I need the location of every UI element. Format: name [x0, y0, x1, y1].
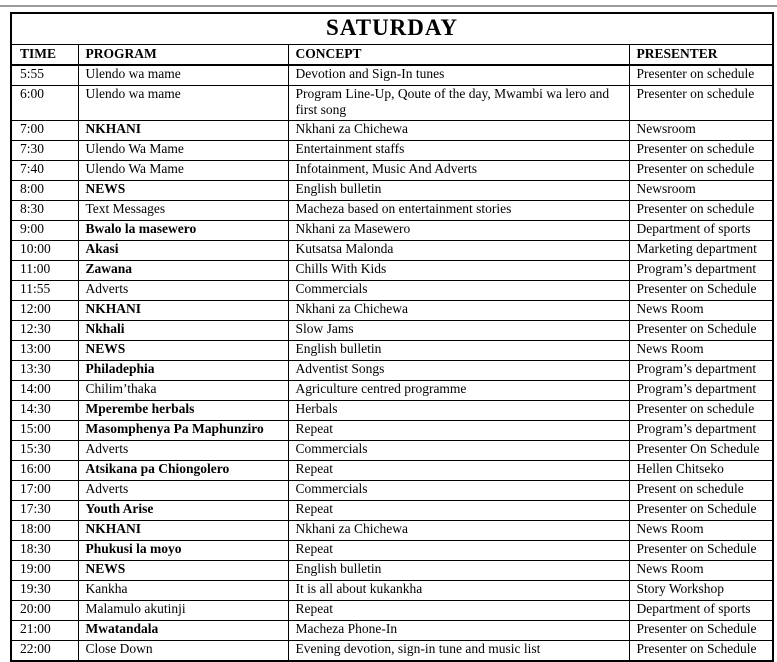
table-row	[11, 65, 773, 86]
table-row	[11, 420, 773, 440]
cell-presenter: Program’s department	[629, 260, 773, 280]
cell-concept: Kutsatsa Malonda	[288, 240, 629, 260]
cell-program: Close Down	[78, 640, 288, 661]
cell-time: 7:30	[11, 140, 78, 160]
cell-presenter: Presenter on schedule	[629, 65, 773, 86]
cell-concept: English bulletin	[288, 340, 629, 360]
cell-program: Zawana	[78, 260, 288, 280]
cell-time: 18:30	[11, 540, 78, 560]
cell-time: 8:30	[11, 200, 78, 220]
cell-time: 19:30	[11, 580, 78, 600]
cell-program: Ulendo Wa Mame	[78, 160, 288, 180]
cell-time: 14:00	[11, 380, 78, 400]
cell-concept: Nkhani za Chichewa	[288, 120, 629, 140]
cell-time: 18:00	[11, 520, 78, 540]
cell-concept: Infotainment, Music And Adverts	[288, 160, 629, 180]
table-row	[11, 200, 773, 220]
cell-presenter: Department of sports	[629, 220, 773, 240]
cell-concept: Macheza based on entertainment stories	[288, 200, 629, 220]
cell-presenter: News Room	[629, 340, 773, 360]
cell-time: 12:00	[11, 300, 78, 320]
cell-presenter: Presenter On Schedule	[629, 440, 773, 460]
cell-program: Philadephia	[78, 360, 288, 380]
table-row	[11, 240, 773, 260]
cell-time: 21:00	[11, 620, 78, 640]
cell-time: 14:30	[11, 400, 78, 420]
table-row	[11, 120, 773, 140]
cell-concept: Evening devotion, sign-in tune and music list	[288, 640, 629, 661]
cell-presenter: Presenter on schedule	[629, 200, 773, 220]
cell-presenter: Newsroom	[629, 180, 773, 200]
cell-presenter: Presenter on schedule	[629, 86, 773, 121]
table-row	[11, 620, 773, 640]
table-row	[11, 540, 773, 560]
cell-concept: English bulletin	[288, 180, 629, 200]
cell-presenter: Department of sports	[629, 600, 773, 620]
cell-time: 9:00	[11, 220, 78, 240]
cell-time: 16:00	[11, 460, 78, 480]
table-row	[11, 86, 773, 121]
cell-program: Adverts	[78, 480, 288, 500]
column-header-row	[11, 45, 773, 66]
cell-program: Adverts	[78, 440, 288, 460]
cell-program: NEWS	[78, 180, 288, 200]
cell-program: Akasi	[78, 240, 288, 260]
cell-time: 7:00	[11, 120, 78, 140]
table-row	[11, 380, 773, 400]
cell-concept: Agriculture centred programme	[288, 380, 629, 400]
cell-concept: Nkhani za Masewero	[288, 220, 629, 240]
cell-presenter: Presenter on schedule	[629, 400, 773, 420]
cell-program: Ulendo wa mame	[78, 65, 288, 86]
cell-presenter: Marketing department	[629, 240, 773, 260]
cell-time: 20:00	[11, 600, 78, 620]
cell-program: Malamulo akutinji	[78, 600, 288, 620]
cell-presenter: Presenter on Schedule	[629, 280, 773, 300]
cell-program: Youth Arise	[78, 500, 288, 520]
table-row	[11, 440, 773, 460]
table-row	[11, 280, 773, 300]
cell-presenter: Hellen Chitseko	[629, 460, 773, 480]
column-header-concept: CONCEPT	[288, 45, 629, 66]
cell-concept: Commercials	[288, 440, 629, 460]
cell-concept: Program Line-Up, Qoute of the day, Mwambi wa lero and first song	[288, 86, 629, 121]
cell-presenter: News Room	[629, 300, 773, 320]
cell-time: 5:55	[11, 65, 78, 86]
table-row	[11, 580, 773, 600]
cell-concept: Herbals	[288, 400, 629, 420]
column-header-presenter: PRESENTER	[629, 45, 773, 66]
cell-concept: Commercials	[288, 280, 629, 300]
cell-concept: Entertainment staffs	[288, 140, 629, 160]
table-row	[11, 480, 773, 500]
table-row	[11, 160, 773, 180]
cell-presenter: Story Workshop	[629, 580, 773, 600]
cell-presenter: News Room	[629, 520, 773, 540]
schedule-container	[10, 12, 774, 662]
cell-concept: English bulletin	[288, 560, 629, 580]
cell-program: Mperembe herbals	[78, 400, 288, 420]
table-row	[11, 600, 773, 620]
cell-concept: Macheza Phone-In	[288, 620, 629, 640]
cell-presenter: Program’s department	[629, 360, 773, 380]
cell-concept: Repeat	[288, 460, 629, 480]
cell-program: Mwatandala	[78, 620, 288, 640]
cell-time: 6:00	[11, 86, 78, 121]
schedule-table	[10, 12, 774, 662]
cell-concept: Repeat	[288, 420, 629, 440]
table-row	[11, 220, 773, 240]
table-row	[11, 300, 773, 320]
cell-presenter: Presenter on schedule	[629, 160, 773, 180]
cell-program: NKHANI	[78, 300, 288, 320]
page-top-divider	[0, 5, 777, 7]
cell-presenter: Presenter on Schedule	[629, 500, 773, 520]
cell-presenter: Presenter on Schedule	[629, 540, 773, 560]
cell-time: 10:00	[11, 240, 78, 260]
cell-program: NKHANI	[78, 120, 288, 140]
table-row	[11, 500, 773, 520]
cell-time: 12:30	[11, 320, 78, 340]
cell-concept: It is all about kukankha	[288, 580, 629, 600]
cell-concept: Repeat	[288, 600, 629, 620]
cell-program: Phukusi la moyo	[78, 540, 288, 560]
cell-presenter: Program’s department	[629, 420, 773, 440]
page-title: SATURDAY	[11, 13, 773, 45]
cell-concept: Nkhani za Chichewa	[288, 300, 629, 320]
cell-time: 17:00	[11, 480, 78, 500]
table-row	[11, 520, 773, 540]
cell-presenter: Presenter on Schedule	[629, 620, 773, 640]
table-row	[11, 180, 773, 200]
cell-concept: Slow Jams	[288, 320, 629, 340]
cell-time: 7:40	[11, 160, 78, 180]
column-header-program: PROGRAM	[78, 45, 288, 66]
cell-concept: Nkhani za Chichewa	[288, 520, 629, 540]
cell-program: Text Messages	[78, 200, 288, 220]
cell-presenter: Program’s department	[629, 380, 773, 400]
cell-program: Masomphenya Pa Maphunziro	[78, 420, 288, 440]
cell-program: Chilim’thaka	[78, 380, 288, 400]
cell-presenter: Present on schedule	[629, 480, 773, 500]
table-row	[11, 460, 773, 480]
cell-time: 13:30	[11, 360, 78, 380]
table-row	[11, 140, 773, 160]
cell-program: NEWS	[78, 340, 288, 360]
cell-presenter: Presenter on Schedule	[629, 320, 773, 340]
cell-program: Bwalo la masewero	[78, 220, 288, 240]
cell-program: Ulendo Wa Mame	[78, 140, 288, 160]
cell-time: 15:00	[11, 420, 78, 440]
cell-time: 11:55	[11, 280, 78, 300]
cell-program: NKHANI	[78, 520, 288, 540]
cell-concept: Repeat	[288, 540, 629, 560]
column-header-time: TIME	[11, 45, 78, 66]
cell-concept: Devotion and Sign-In tunes	[288, 65, 629, 86]
table-row	[11, 360, 773, 380]
cell-time: 19:00	[11, 560, 78, 580]
table-row	[11, 320, 773, 340]
table-row	[11, 640, 773, 661]
cell-concept: Commercials	[288, 480, 629, 500]
cell-concept: Chills With Kids	[288, 260, 629, 280]
cell-presenter: Newsroom	[629, 120, 773, 140]
cell-program: Atsikana pa Chiongolero	[78, 460, 288, 480]
cell-program: Kankha	[78, 580, 288, 600]
cell-presenter: Presenter on schedule	[629, 140, 773, 160]
table-row	[11, 340, 773, 360]
cell-time: 8:00	[11, 180, 78, 200]
cell-program: Nkhali	[78, 320, 288, 340]
cell-time: 15:30	[11, 440, 78, 460]
cell-program: Ulendo wa mame	[78, 86, 288, 121]
cell-program: NEWS	[78, 560, 288, 580]
cell-program: Adverts	[78, 280, 288, 300]
cell-time: 13:00	[11, 340, 78, 360]
cell-time: 11:00	[11, 260, 78, 280]
cell-time: 17:30	[11, 500, 78, 520]
cell-time: 22:00	[11, 640, 78, 661]
table-row	[11, 560, 773, 580]
cell-concept: Repeat	[288, 500, 629, 520]
cell-concept: Adventist Songs	[288, 360, 629, 380]
table-row	[11, 400, 773, 420]
table-row	[11, 260, 773, 280]
cell-presenter: News Room	[629, 560, 773, 580]
cell-presenter: Presenter on Schedule	[629, 640, 773, 661]
title-row	[11, 13, 773, 45]
